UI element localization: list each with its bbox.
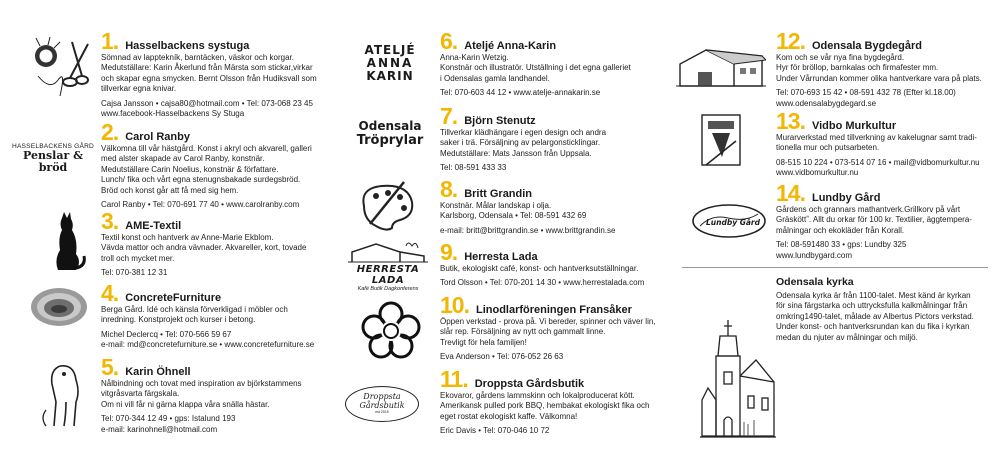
entry-3 [101, 210, 326, 279]
entry-title: Carol Ranby [125, 131, 190, 143]
contact-line[interactable]: Tel: 070-381 12 31 [101, 268, 168, 278]
entry-title: AME-Textil [125, 220, 182, 232]
entry-description: Välkomna till vår hästgård. Konst i akryl och akvarell, galleri med alster skapade av Carol Ranby, konstnär. Medutställare Carin Noelius, konstnär & författare. Lunch/ fika och vårt egna stenugnsbakade surdegsbröd. Bröd och konst går att få med sig hem. Carol Ranby • Tel: 070-691 77 40 • www.carolranby.com [101, 144, 326, 210]
contact-line[interactable]: Tel: 08-591480 33 • gps: Lundby 325 [776, 240, 907, 250]
entry-description: Konstnär. Målar landskap i olja. Karlsborg, Odensala • Tel: 08-591 432 69 e-mail: britt@brittgrandin.se • www.brittgrandin.se [440, 201, 670, 236]
entry-description: Gårdens och grannars mathantverk.Grillkorv på vårt Gräsköttˮ. Allt du orkar för 100 kr. Textilier, äggtempera- målningar och ekokläder från Korall. Tel: 08-591480 33 • gps: Lundby 325 www.lundbygard.com [776, 205, 991, 261]
entry-description: Anna-Karin Wetzig. Konstnär och illustratör. Utställning i det egna galleriet i Odensalas gamla landhandel. Tel: 070-603 44 12 • www.atelje-annakarin.se [440, 53, 670, 99]
contact-line[interactable]: 08-515 10 224 • 073-514 07 16 • mail@vidbomurkultur.nu [776, 157, 980, 167]
entry-title: Britt Grandin [464, 188, 533, 200]
section-divider [682, 267, 988, 268]
entry-title: ConcreteFurniture [125, 292, 222, 304]
entry-description: Tillverkar klädhängare i egen design och andra saker i trä. Försäljning av pelargonsticklingar. Medutställare: Mats Jansson från Uppsala. Tel: 08-591 433 33 [440, 128, 670, 174]
entry-number: 4. [101, 280, 119, 306]
entry-4 [101, 282, 326, 351]
contact-line[interactable]: www.facebook-Hasselbackens Sy Stuga [101, 109, 245, 119]
contact-line[interactable]: www.vidbomurkultur.nu [776, 168, 859, 178]
entry-title: Vidbo Murkultur [811, 120, 897, 132]
contact-line[interactable]: Carol Ranby • Tel: 070-691 77 40 • www.carolranby.com [101, 200, 300, 210]
contact-line[interactable]: Tord Olsson • Tel: 070-201 14 30 • www.herrestalada.com [440, 278, 645, 288]
sewing-illustration [30, 36, 92, 98]
entry-description: Textil konst och hantverk av Anne-Marie Ekblom. Vävda mattor och andra vävnader. Akvareller, kort, tovade troll och mycket mer. Tel: 070-381 12 31 [101, 233, 326, 279]
contact-line[interactable]: Tel: 070-344 12 49 • gps: Istalund 193 [101, 414, 236, 424]
entry-number: 12. [776, 28, 805, 54]
entry-title: Ateljé Anna-Karin [464, 40, 557, 52]
concrete-bowl-photo [30, 287, 88, 327]
entry-description: Butik, ekologiskt café, konst- och hantverksutställningar. Tord Olsson • Tel: 070-201 14 30 • www.herrestalada.com [440, 264, 670, 289]
contact-line[interactable]: Eva Anderson • Tel: 076-052 26 63 [440, 352, 564, 362]
entry-2 [101, 121, 326, 210]
entry-description: Ekovaror, gårdens lammskinn och lokalproducerat kött. Amerikansk pulled pork BBQ, hembakat ekologiskt fika och eget rostat ekologiskt kaffe. Välkomna! Eric Davis • Tel: 070-046 10 72 [440, 391, 670, 437]
entry-12 [776, 30, 991, 109]
kyrka-title: Odensala kyrka [776, 276, 854, 288]
entry-14 [776, 182, 991, 261]
contact-line[interactable]: e-mail: md@concretefurniture.se • www.concretefurniture.se [101, 340, 315, 350]
entry-number: 1. [101, 28, 119, 54]
contact-line[interactable]: e-mail: karinohnell@hotmail.com [101, 424, 218, 434]
entry-number: 10. [440, 292, 469, 318]
herresta-lada-logo: HERRESTA LADA Kafé Butik Dagkonferens [346, 238, 430, 292]
entry-title: Odensala Bygdegård [811, 40, 923, 52]
entry-8 [440, 178, 670, 236]
entry-number: 8. [440, 176, 458, 202]
contact-line[interactable]: Tel: 070-693 15 42 • 08-591 432 78 (Efter kl.18.00) [776, 88, 956, 98]
trowel-illustration [700, 113, 742, 169]
kyrka-description: Odensala kyrka är från 1100-talet. Mest känd är kyrkan för sina färgstarka och uttrycksfulla kalkmålningar från omkring1490-talet, målade av Albertus Pictors verkstad. Under konst- och hantverksrundan kan du fika i kyrkan medan du njuter av målningar och miljö. [776, 291, 974, 342]
entry-number: 14. [776, 180, 805, 206]
contact-line[interactable]: Michel Declercq • Tel: 070-566 59 67 [101, 329, 232, 339]
entry-number: 9. [440, 239, 458, 265]
entry-description: Öppen verkstad - prova på. Vi bereder, spinner och väver lin, slår rep. Försäljning av nytt och gammalt linne. Trevligt för hela familjen! Eva Anderson • Tel: 076-052 26 63 [440, 317, 670, 363]
contact-line[interactable]: Cajsa Jansson • cajsa80@hotmail.com • Tel: 073-068 23 45 [101, 98, 313, 108]
church-illustration [700, 316, 776, 442]
hasselbacken-logo: HASSELBACKENS GÅRD Penslar & bröd [11, 143, 95, 174]
entry-description: Murarverkstad med tillverkning av kakelugnar samt tradi- tionella mur och putsarbeten. 08-515 10 224 • 073-514 07 16 • mail@vidbomurkultur.nu www.vidbomurkultur.nu [776, 133, 991, 179]
entry-5 [101, 356, 326, 435]
cat-illustration [48, 210, 88, 272]
entry-title: Herresta Lada [464, 251, 538, 263]
entry-13 [776, 110, 991, 179]
contact-line[interactable]: e-mail: britt@brittgrandin.se • www.brittgrandin.se [440, 225, 616, 235]
horse-sketch [36, 362, 92, 430]
entry-6 [440, 30, 670, 99]
entry-title: Karin Öhnell [125, 366, 191, 378]
entry-number: 5. [101, 354, 119, 380]
entry-description: Kom och se vår nya fina bygdegård. Hyr för bröllop, barnkalas och firmafester mm. Under Vårrundan kommer olika hantverkare vara på plats. Tel: 070-693 15 42 • 08-591 432 78 (Efter kl.18.00) www.odensalabygdegard.se [776, 53, 991, 109]
entry-title: Droppsta Gårdsbutik [474, 378, 585, 390]
odensala-troprylar-logo: Odensala Tröprylar [356, 119, 424, 148]
entry-number: 7. [440, 103, 458, 129]
entry-title: Lundby Gård [811, 192, 881, 204]
contact-line[interactable]: Tel: 08-591 433 33 [440, 163, 507, 173]
entry-number: 6. [440, 28, 458, 54]
entry-title: Björn Stenutz [464, 115, 536, 127]
entry-1 [101, 30, 326, 119]
kyrka-section [776, 276, 991, 343]
entry-number: 11. [440, 366, 468, 392]
lundby-gard-logo: Lundby Gård [692, 204, 766, 238]
palette-icon [356, 180, 418, 232]
atelje-annakarin-logo: ATELJÉ ANNA KARIN [364, 43, 416, 83]
contact-line[interactable]: Eric Davis • Tel: 070-046 10 72 [440, 426, 550, 436]
contact-line[interactable]: www.odensalabygdegard.se [776, 98, 877, 108]
bygdegard-building-illustration [676, 42, 766, 90]
entry-11 [440, 368, 670, 437]
entry-9 [440, 241, 670, 289]
contact-line[interactable]: Tel: 070-603 44 12 • www.atelje-annakarin.se [440, 88, 601, 98]
entry-10 [440, 294, 670, 363]
entry-title: Linodlarföreningen Fransåker [475, 304, 632, 316]
entry-description: Sömnad av lapptekník, barntäcken, väskor och korgar. Medutställare: Karin Åkerlund från Märsta som stickar,virkar och skapar egna smycken. Bernt Olsson från Hudiksvall som tillverkar egna knivar. Cajsa Jansson • cajsa80@hotmail.com • Tel: 073-068 23 45 www.facebook-Hasselbackens Sy Stuga [101, 53, 326, 119]
entry-number: 3. [101, 208, 119, 234]
entry-number: 13. [776, 108, 805, 134]
droppsta-logo: Droppsta Gårdsbutik est 2015 [345, 386, 419, 422]
flower-icon [360, 300, 422, 362]
entry-7 [440, 105, 670, 174]
entry-title: Hasselbackens systuga [125, 40, 250, 52]
entry-number: 2. [101, 119, 119, 145]
entry-description: Berga Gård. Idé och känsla förverkligad i möbler och inredning. Konstprojekt och kurser i betong. Michel Declercq • Tel: 070-566 59 67 e-mail: md@concretefurniture.se • www.concretefurniture.se [101, 305, 326, 351]
contact-line[interactable]: www.lundbygard.com [776, 250, 853, 260]
entry-description: Nålbindning och tovat med inspiration av björkstammens vitgråsvarta färgskala. Om ni vill får ni gärna klappa våra snälla hästar. Tel: 070-344 12 49 • gps: Istalund 193 e-mail: karinohnell@hotmail.com [101, 379, 326, 435]
